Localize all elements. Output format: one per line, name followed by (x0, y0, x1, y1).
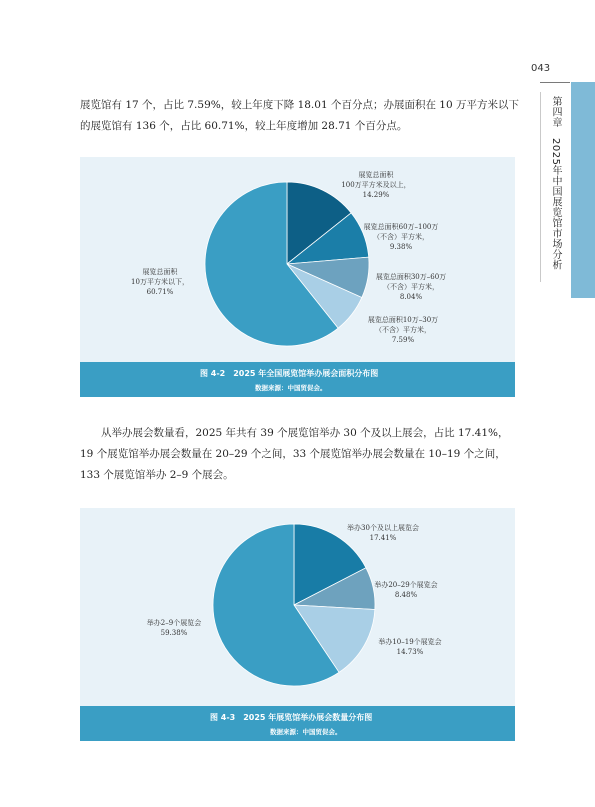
paragraph-1: 展览馆有 17 个，占比 7.59%，较上年度下降 18.01 个百分点；办展面积在 10 万平方米以下的展览馆有 136 个，占比 60.71%，较上年度增加 28.71 个百分点。 (80, 99, 519, 132)
slice-label: 展览总面积60万–100万（不含）平方米， 9.38% (363, 223, 439, 251)
slice-label: 举办2–9个展览会 59.38% (146, 619, 202, 637)
slice-label: 展览总面积 100万平方米及以上， 14.29% (341, 171, 411, 199)
slice-label: 举办30个及以上展览会 17.41% (347, 524, 419, 542)
figure-caption: 图 4-3 2025 年展览馆举办展会数量分布图 (210, 713, 373, 722)
figure-source: 数据来源：中国贸促会。 (270, 728, 342, 736)
figure-4-3 (80, 508, 515, 741)
pie-chart-area (80, 157, 515, 362)
pie-chart-count (80, 508, 515, 706)
slice-label: 展览总面积 10万平方米以下， 60.71% (131, 268, 189, 296)
page-number: 043 (531, 63, 551, 74)
figure-source: 数据来源：中国贸促会。 (255, 384, 327, 392)
chapter-title: 第四章 2025年中国展览馆市场分析 (550, 96, 561, 271)
slice-label: 展览总面积30万–60万（不含）平方米， 8.04% (375, 273, 447, 301)
slice-label: 举办10–19个展览会 14.73% (378, 638, 442, 656)
slice-label: 举办20–29个展览会 8.48% (374, 581, 438, 599)
slice-label: 展览总面积10万–30万（不含）平方米， 7.59% (367, 316, 439, 344)
paragraph-2: 从举办展会数量看，2025 年共有 39 个展览馆举办 30 个及以上展会，占比 17.41%，19 个展览馆举办展会数量在 20–29 个之间，33 个展览馆举办展会数量在 10–19 个之间，133 个展览馆举办 2–9 个展会。 (80, 427, 509, 481)
figure-caption-bar (80, 706, 515, 741)
figure-4-2 (80, 157, 515, 397)
side-rule (540, 92, 541, 282)
figure-caption-bar (80, 362, 515, 397)
header-rule (540, 82, 570, 83)
chapter-tab (571, 82, 595, 298)
figure-caption: 图 4-2 2025 年全国展览馆举办展会面积分布图 (200, 369, 379, 378)
